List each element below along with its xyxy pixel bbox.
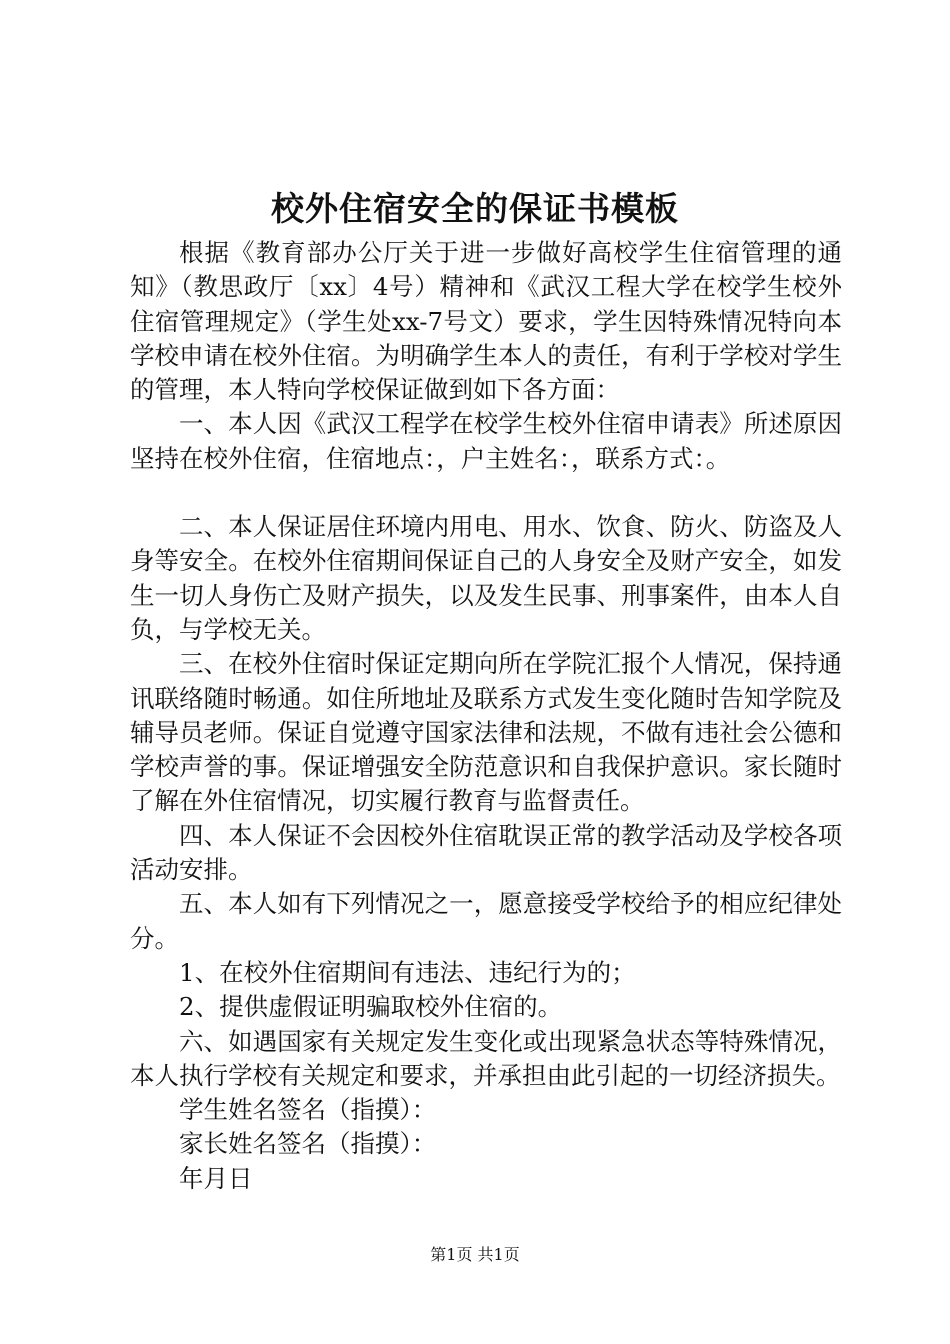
clause-3-paragraph: 三、在校外住宿时保证定期向所在学院汇报个人情况，保持通讯联络随时畅通。如住所地址及联系方式发生变化随时告知学院及辅导员老师。保证自觉遵守国家法律和法规，不做有违社会公德和学校声誉的事。保证增强安全防范意识和自我保护意识。家长随时了解在外住宿情况，切实履行教育与监督责任。	[130, 649, 842, 816]
clause-4-paragraph: 四、本人保证不会因校外住宿耽误正常的教学活动及学校各项活动安排。	[130, 820, 842, 885]
document-body	[130, 236, 842, 1196]
page-footer: 第1页 共1页	[430, 1245, 520, 1264]
parent-signature-line: 家长姓名签名（指摸）：	[179, 1129, 437, 1159]
clause-1-paragraph: 一、本人因《武汉工程学在校学生校外住宿申请表》所述原因坚持在校外住宿，住宿地点：，户主姓名：，联系方式：。	[130, 409, 842, 473]
clause-5-paragraph: 五、本人如有下列情况之一，愿意接受学校给予的相应纪律处分。	[130, 889, 842, 953]
clause-2-paragraph: 二、本人保证居住环境内用电、用水、饮食、防火、防盗及人身等安全。在校外住宿期间保证自己的人身安全及财产安全，如发生一切人身伤亡及财产损失，以及发生民事、刑事案件，由本人自负，与学校无关。	[130, 512, 842, 644]
clause-5-item-2: 2、提供虚假证明骗取校外住宿的。	[179, 992, 563, 1022]
document-title: 校外住宿安全的保证书模板	[271, 189, 679, 228]
student-signature-line: 学生姓名签名（指摸）：	[179, 1095, 437, 1125]
clause-5-item-1: 1、在校外住宿期间有违法、违纪行为的；	[179, 957, 636, 987]
clause-6-paragraph: 六、如遇国家有关规定发生变化或出现紧急状态等特殊情况，本人执行学校有关规定和要求，并承担由此引起的一切经济损失。	[130, 1026, 842, 1090]
date-line: 年月日	[179, 1163, 253, 1193]
intro-paragraph: 根据《教育部办公厅关于进一步做好高校学生住宿管理的通知》（教思政厅〔xx〕4号）精神和《武汉工程大学在校学生校外住宿管理规定》（学生处xx-7号文）要求，学生因特殊情况特向本学校申请在校外住宿。为明确学生本人的责任，有利于学校对学生的管理，本人特向学校保证做到如下各方面：	[130, 238, 842, 405]
